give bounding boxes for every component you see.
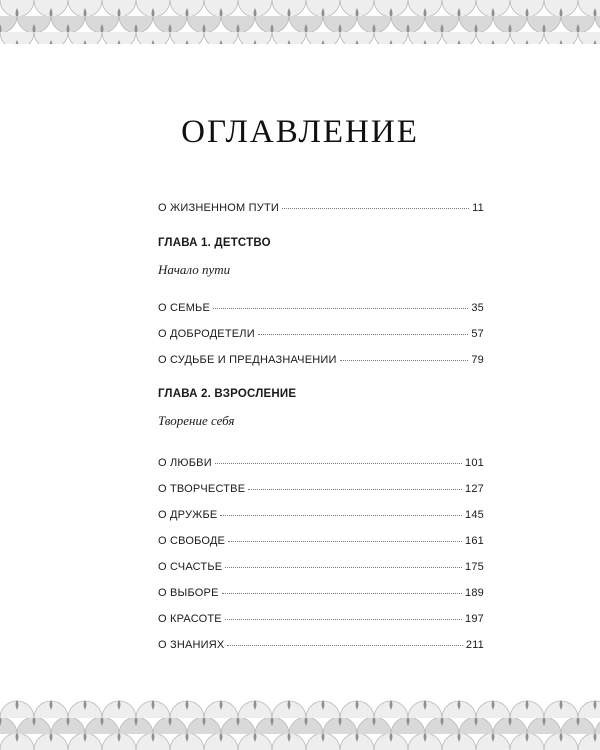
dot-leader [225,609,462,620]
toc-entry[interactable] [158,636,484,654]
dot-leader [227,635,462,646]
toc-entry[interactable] [158,454,484,472]
toc-entry[interactable] [158,610,484,628]
page-title: ОГЛАВЛЕНИЕ [181,114,419,151]
scallop-shape [595,16,600,33]
entry-page-number: 35 [471,302,484,314]
entry-label: О СЕМЬЕ [158,302,211,314]
chapter-2-heading: ГЛАВА 2. ВЗРОСЛЕНИЕ [158,388,297,400]
dot-leader [222,583,462,594]
entry-page-number: 127 [465,483,484,495]
scallop-pattern-icon [0,0,600,44]
toc-entry[interactable] [158,299,484,317]
bottom-ornament-border [0,700,600,750]
toc-entry[interactable] [158,584,484,602]
toc-entry[interactable] [158,351,484,369]
scallop-pattern-icon [0,700,600,750]
toc-entry[interactable] [158,325,484,343]
dot-leader [213,298,468,309]
entry-label: О ДОБРОДЕТЕЛИ [158,328,255,340]
entry-label: О ЗНАНИЯХ [158,639,225,651]
toc-entry[interactable] [158,532,484,550]
top-ornament-border [0,0,600,44]
scallop-shape [578,0,600,17]
entry-label: О СУДЬБЕ И ПРЕДНАЗНАЧЕНИИ [158,354,337,366]
toc-entry-intro[interactable] [158,199,484,217]
toc-entry[interactable] [158,506,484,524]
scallop-shape [0,16,17,33]
entry-page-number: 211 [465,639,484,651]
scallop-shape [595,717,600,734]
dot-leader [225,557,462,568]
entry-label: О ЖИЗНЕННОМ ПУТИ [158,202,279,214]
entry-label: О ЛЮБВИ [158,457,212,469]
entry-label: О ТВОРЧЕСТВЕ [158,483,246,495]
dot-leader [220,505,462,516]
entry-page-number: 79 [471,354,484,366]
chapter-1-subtitle: Начало пути [158,262,231,277]
entry-page-number: 145 [465,509,484,521]
entry-page-number: 11 [472,202,484,214]
entry-page-number: 175 [465,561,484,573]
dot-leader [340,350,469,361]
dot-leader [258,324,469,335]
entry-label: О СВОБОДЕ [158,535,226,547]
scallop-shape [0,717,17,734]
entry-label: О СЧАСТЬЕ [158,561,223,573]
toc-entry[interactable] [158,480,484,498]
dot-leader [248,479,462,490]
scallop-shape [578,733,600,750]
toc-entry[interactable] [158,558,484,576]
dot-leader [215,453,462,464]
dot-leader [282,198,469,209]
scallop-shape [578,32,600,44]
chapter-2-subtitle: Творение себя [158,413,235,428]
entry-page-number: 57 [471,328,484,340]
entry-label: О ВЫБОРЕ [158,587,219,599]
chapter-1-heading: ГЛАВА 1. ДЕТСТВО [158,237,271,249]
entry-page-number: 101 [465,457,484,469]
entry-page-number: 161 [465,535,484,547]
scallop-shape [578,701,600,718]
dot-leader [228,531,462,542]
entry-label: О КРАСОТЕ [158,613,222,625]
entry-label: О ДРУЖБЕ [158,509,218,521]
entry-page-number: 189 [465,587,484,599]
entry-page-number: 197 [465,613,484,625]
